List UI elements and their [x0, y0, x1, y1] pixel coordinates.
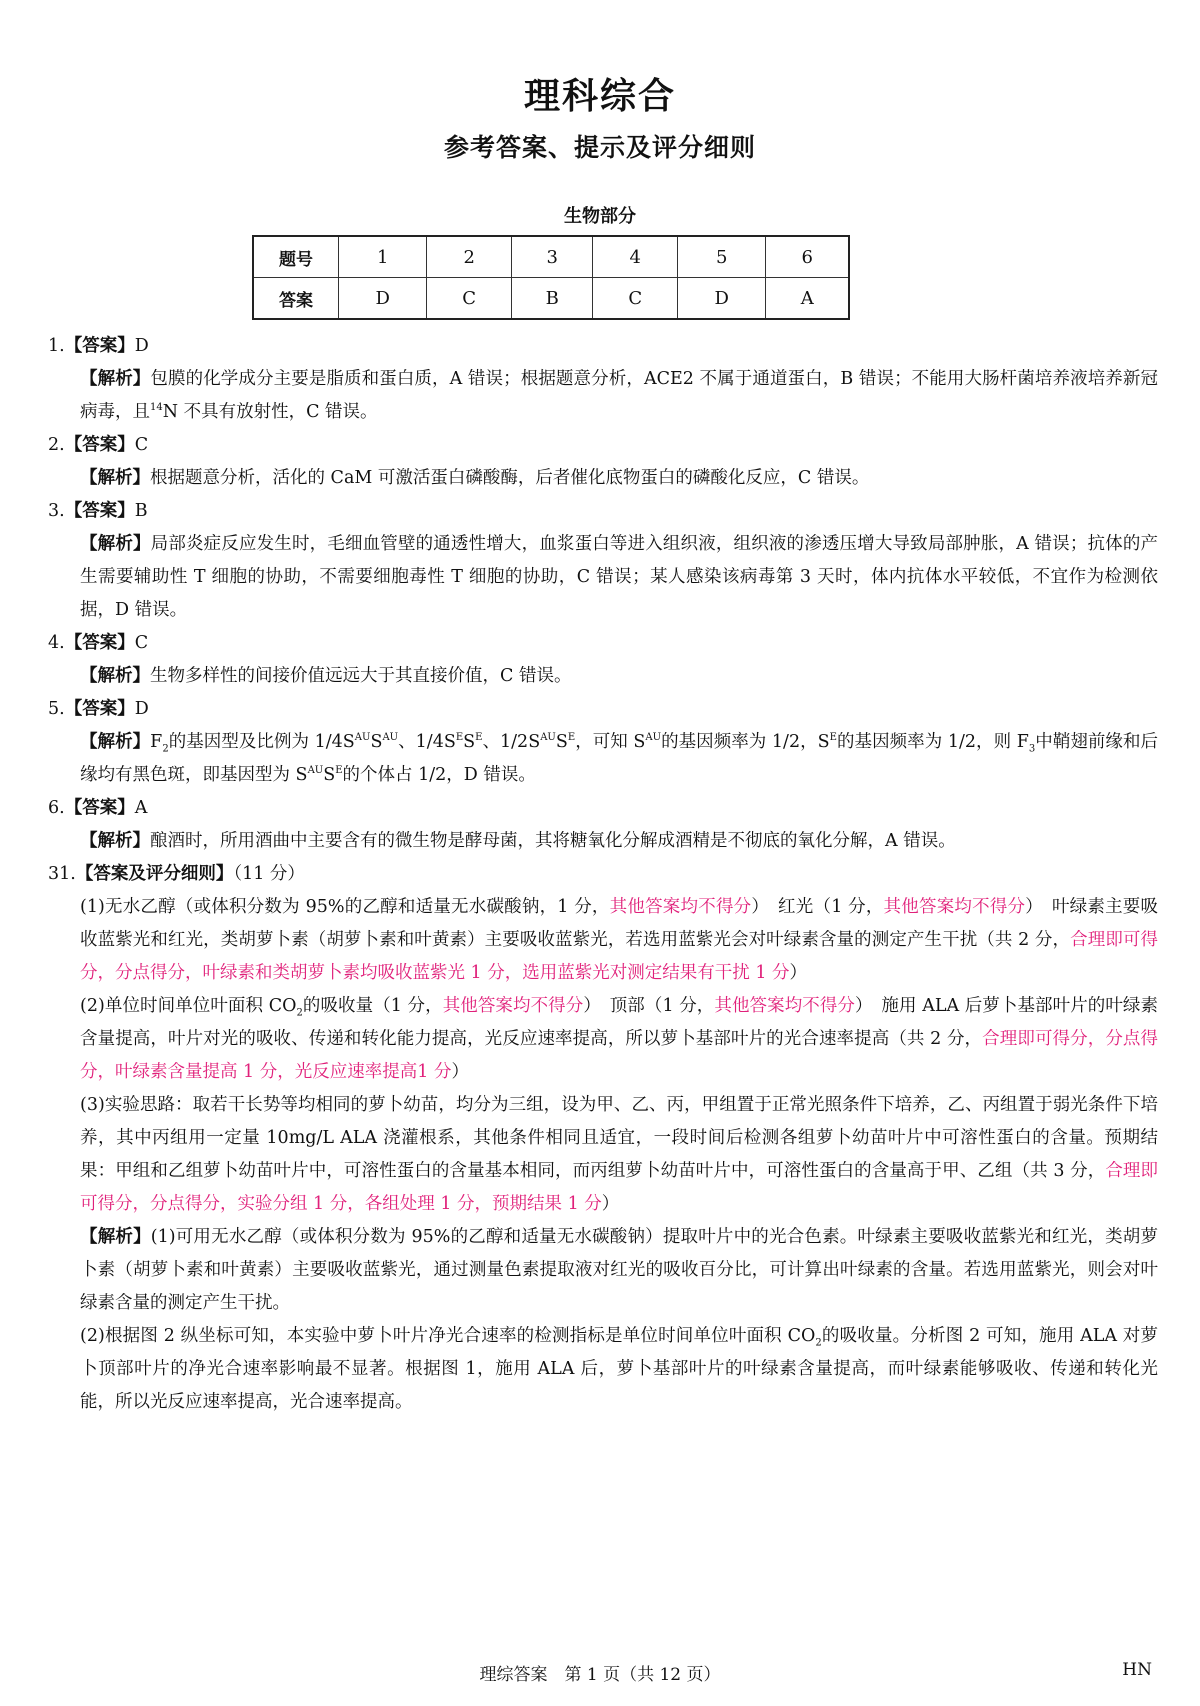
- scoring-note: 其他答案均不得分: [442, 996, 584, 1016]
- analysis-text: N 不具有放射性，C 错误。: [162, 402, 378, 422]
- question-5-analysis: 【解析】$F_2$的基因型及比例为 $1/4S^{AU}S^{AU}$、$1/4S^ES^E$、$1/2S^{AU}S^E$，可知 $S^{AU}$的基因频率为 1/2，$S^E$的基因频率为 1/2，则 $F_3$中鞘翅前缘和后缘均有黑色斑，即基因型为 $S^{AU}S^E$的个体占 1/2，D 错误。: [80, 732, 1158, 785]
- scoring-note: 合理即可得分，分点得分，叶绿素含量提高 1 分，光反应速率提高1 分: [80, 1029, 1159, 1082]
- question-4-analysis: [48, 660, 1158, 693]
- answer-value: D: [134, 336, 149, 356]
- table-cell: B: [511, 278, 592, 320]
- score-value: （11 分）: [233, 864, 305, 884]
- answer-value: C: [134, 435, 149, 455]
- row-label-answer: 答案: [253, 278, 339, 320]
- scoring-note: 合理即可得分，分点得分，叶绿素和类胡萝卜素均吸收蓝紫光 1 分，选用蓝紫光对测定结果有干扰 1 分: [80, 930, 1159, 983]
- scoring-note: 其他答案均不得分: [883, 897, 1026, 917]
- question-1-analysis: [48, 363, 1158, 429]
- analysis-tag: 【解析】: [80, 369, 151, 389]
- answer-body: [48, 330, 1158, 1419]
- region-code: HN: [1122, 1660, 1152, 1680]
- scoring-note: 其他答案均不得分: [714, 996, 856, 1016]
- answer-tag: 【答案】: [64, 336, 135, 356]
- table-cell: C: [593, 278, 678, 320]
- answer-tag: 【答案】: [64, 435, 135, 455]
- question-4-answer: [48, 627, 1158, 660]
- answer-table: [252, 235, 850, 320]
- table-cell: 5: [678, 236, 766, 278]
- table-row-answers: [253, 278, 849, 320]
- analysis-text: 生物多样性的间接价值远远大于其直接价值，C 错误。: [150, 666, 572, 686]
- analysis-text: 局部炎症反应发生时，毛细血管壁的通透性增大，血浆蛋白等进入组织液，组织液的渗透压增大导致局部肿胀，A 错误；抗体的产生需要辅助性 T 细胞的协助，不需要细胞毒性 T 细胞的协助，C 错误；某人感染该病毒第 3 天时，体内抗体水平较低，不宜作为检测依据，D 错误。: [80, 534, 1158, 620]
- table-cell: D: [678, 278, 766, 320]
- question-number: 3.: [48, 501, 65, 521]
- question-31-header: [48, 858, 1158, 891]
- question-number: 2.: [48, 435, 65, 455]
- table-row-numbers: [253, 236, 849, 278]
- answer-value: D: [134, 699, 149, 719]
- analysis-tag: 【解析】: [80, 732, 151, 752]
- analysis-text: 包膜的化学成分主要是脂质和蛋白质，A 错误；根据题意分析，ACE2 不属于通道蛋白，B 错误；不能用大肠杆菌培养液培养新冠病毒，且: [80, 369, 1158, 422]
- question-31-part-1: (1)无水乙醇（或体积分数为 95%的乙醇和适量无水碳酸钠，1 分，其他答案均不得分） 红光（1 分，其他答案均不得分） 叶绿素主要吸收蓝紫光和红光，类胡萝卜素（胡萝卜素和叶黄素）主要吸收蓝紫光，若选用蓝紫光会对叶绿素含量的测定产生干扰（共 2 分，合理即可得分，分点得分，叶绿素和类胡萝卜素均吸收蓝紫光 1 分，选用蓝紫光对测定结果有干扰 1 分）: [80, 897, 1159, 983]
- table-cell: 1: [339, 236, 427, 278]
- page-title: 理科综合: [523, 76, 676, 117]
- answer-tag: 【答案】: [64, 501, 135, 521]
- question-number: 6.: [48, 798, 65, 818]
- question-31-part-2: (2)单位时间单位叶面积 $CO_2$的吸收量（1 分，其他答案均不得分） 顶部（1 分，其他答案均不得分） 施用 ALA 后萝卜基部叶片的叶绿素含量提高，叶片对光的吸收、传递和转化能力提高，光反应速率提高，所以萝卜基部叶片的光合速率提高（共 2 分，合理即可得分，分点得分，叶绿素含量提高 1 分，光反应速率提高1 分）: [80, 996, 1159, 1082]
- analysis-tag: 【解析】: [80, 666, 150, 686]
- page-subtitle: 参考答案、提示及评分细则: [443, 133, 756, 162]
- table-cell: 3: [511, 236, 592, 278]
- analysis-tag: 【解析】: [80, 1227, 151, 1247]
- question-31-part-3: (3)实验思路：取若干长势等均相同的萝卜幼苗，均分为三组，设为甲、乙、丙，甲组置于正常光照条件下培养，乙、丙组置于弱光条件下培养，其中丙组用一定量 10mg/L ALA 浇灌根系，其他条件相同且适宜，一段时间后检测各组萝卜幼苗叶片中可溶性蛋白的含量。预期结果：甲组和乙组萝卜幼苗叶片中，可溶性蛋白的含量基本相同，而丙组萝卜幼苗叶片中，可溶性蛋白的含量高于甲、乙组（共 3 分，合理即可得分，分点得分，实验分组 1 分，各组处理 1 分，预期结果 1 分）: [80, 1095, 1159, 1214]
- question-3-answer: [48, 495, 1158, 528]
- analysis-text: 根据题意分析，活化的 CaM 可激活蛋白磷酸酶，后者催化底物蛋白的磷酸化反应，C 错误。: [150, 468, 870, 488]
- scoring-note: 合理即可得分，分点得分，实验分组 1 分，各组处理 1 分，预期结果 1 分: [80, 1161, 1159, 1214]
- question-number: 5.: [48, 699, 65, 719]
- table-cell: 2: [427, 236, 512, 278]
- question-number: 1.: [48, 336, 65, 356]
- question-6-analysis: [48, 825, 1158, 858]
- question-1-answer: [48, 330, 1158, 363]
- table-cell: A: [766, 278, 849, 320]
- question-2-analysis: [48, 462, 1158, 495]
- answer-value: A: [134, 798, 148, 818]
- question-6-answer: [48, 792, 1158, 825]
- question-31-analysis-2: (2)根据图 2 纵坐标可知，本实验中萝卜叶片净光合速率的检测指标是单位时间单位叶面积 $CO_2$的吸收量。分析图 2 可知，施用 ALA 对萝卜顶部叶片的净光合速率影响最不显著。根据图 1，施用 ALA 后，萝卜基部叶片的叶绿素含量提高，而叶绿素能够吸收、传递和转化光能，所以光反应速率提高，光合速率提高。: [80, 1326, 1158, 1412]
- answer-tag: 【答案】: [64, 798, 135, 818]
- superscript: 14: [150, 402, 163, 414]
- question-number: 31.: [48, 864, 76, 884]
- analysis-tag: 【解析】: [80, 468, 150, 488]
- analysis-tag: 【解析】: [80, 534, 151, 554]
- analysis-text: (1)可用无水乙醇（或体积分数为 95%的乙醇和适量无水碳酸钠）提取叶片中的光合色素。叶绿素主要吸收蓝紫光和红光，类胡萝卜素（胡萝卜素和叶黄素）主要吸收蓝紫光，通过测量色素提取液对红光的吸收百分比，可计算出叶绿素的含量。若选用蓝紫光，则会对叶绿素含量的测定产生干扰。: [80, 1227, 1158, 1313]
- page-footer: 理综答案 第 1 页（共 12 页）: [479, 1665, 721, 1685]
- question-3-analysis: [48, 528, 1158, 627]
- question-number: 4.: [48, 633, 65, 653]
- row-label-number: 题号: [253, 236, 339, 278]
- answer-value: C: [134, 633, 149, 653]
- table-cell: 6: [766, 236, 849, 278]
- table-cell: 4: [593, 236, 678, 278]
- table-cell: C: [427, 278, 512, 320]
- question-5-answer: [48, 693, 1158, 726]
- section-title: 生物部分: [564, 206, 636, 227]
- answer-tag: 【答案】: [64, 633, 135, 653]
- question-31-analysis-1: [48, 1221, 1158, 1320]
- question-2-answer: [48, 429, 1158, 462]
- table-cell: D: [339, 278, 427, 320]
- analysis-text: 酿酒时，所用酒曲中主要含有的微生物是酵母菌，其将糖氧化分解成酒精是不彻底的氧化分解，A 错误。: [150, 831, 956, 851]
- scoring-note: 其他答案均不得分: [609, 897, 752, 917]
- answer-value: B: [134, 501, 148, 521]
- analysis-tag: 【解析】: [80, 831, 150, 851]
- answer-scoring-tag: 【答案及评分细则】: [75, 864, 234, 884]
- answer-tag: 【答案】: [64, 699, 135, 719]
